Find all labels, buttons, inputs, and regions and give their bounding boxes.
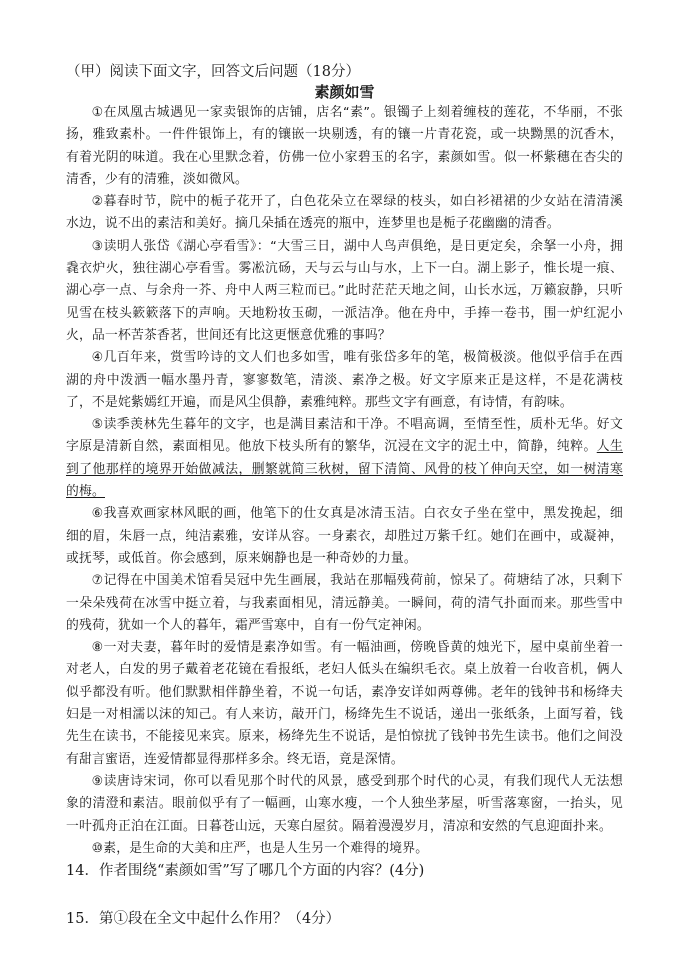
question-14: 14．作者围绕“素颜如雪”写了哪几个方面的内容？(4分) (66, 863, 425, 880)
paragraph-2: ②暮春时节，院中的栀子花开了，白色花朵立在翠绿的枝头，如白衫裙裙的少女站在清清溪水边，说不出的素洁和美好。摘几朵插在透亮的瓶中，连梦里也是栀子花幽幽的清香。 (66, 194, 623, 232)
article-body (66, 102, 623, 860)
paragraph-1: ①在凤凰古城遇见一家卖银饰的店铺，店名“素”。银镯子上刻着缠枝的莲花，不华丽，不张扬，雅致素朴。一件件银饰上，有的镶嵌一块剔透，有的镶一片青花瓷，或一块黝黑的沉香木，有着光阴的味道。我在心里默念着，仿佛一位小家碧玉的名字，素颜如雪。似一杯紫穗在杏尖的清香，少有的清雅，淡如微风。 (66, 105, 623, 187)
paragraph-8: ⑧一对夫妻，暮年时的爱情是素净如雪。有一幅油画，傍晚昏黄的烛光下，屋中桌前坐着一对老人，白发的男子戴着老花镜在看报纸，老妇人低头在编织毛衣。桌上放着一台收音机，俩人似乎都没有听。他们默默相伴静坐着，不说一句话，素净安详如两尊佛。老年的钱钟书和杨绛夫妇是一对相濡以沫的知己。有人来访，敲开门，杨绛先生不说话，递出一张纸条，上面写着，钱先生在读书，不能接见来宾。原来，杨绛先生不说话，是怕惊扰了钱钟书先生读书。他们之间没有甜言蜜语，连爱情都显得那样多余。终无语，竟是深情。 (66, 640, 623, 767)
paragraph-3: ③读明人张岱《湖心亭看雪》：“大雪三日，湖中人鸟声俱绝，是日更定矣，余拏一小舟，拥毳衣炉火，独往湖心亭看雪。雾凇沆砀，天与云与山与水，上下一白。湖上影子，惟长堤一痕、湖心亭一点、与余舟一芥、舟中人两三粒而已。”此时茫茫天地之间，山长水远，万籁寂静，只听见雪在枝头簌簌落下的声响。天地粉妆玉砌，一派洁净。他在舟中，手捧一卷书，围一炉红泥小火，品一杯苦茶香茗，世间还有比这更惬意优雅的事吗？ (66, 238, 623, 343)
underlined-sentence: 人生到了他那样的境界开始做减法，删繁就简三秋树，留下清简、风骨的枝丫伸向天空，如一树清寒的梅。 (66, 439, 623, 500)
article-title: 素颜如雪 (314, 83, 375, 101)
paragraph-9: ⑨读唐诗宋词，你可以看见那个时代的风景，感受到那个时代的心灵，有我们现代人无法想象的清澄和素洁。眼前似乎有了一幅画，山寒水瘦，一个人独坐茅屋，听雪落寒窗，一抬头，见一叶孤舟正泊在江面。日暮苍山远，天寒白屋贫。隔着漫漫岁月，清凉和安然的气息迎面扑来。 (66, 773, 623, 834)
paragraph-6: ⑥我喜欢画家林风眠的画，他笔下的仕女真是冰清玉洁。白衣女子坐在堂中，黑发挽起，细细的眉，朱唇一点，纯洁素雅，安详从容。一身素衣，却胜过万紫千红。她们在画中，或凝神，或抚琴，或低首。你会感到，原来娴静也是一种奇妙的力量。 (66, 506, 623, 566)
section-intro: （甲）阅读下面文字，回答文后问题（18分） (66, 64, 360, 80)
paragraph-4: ④几百年来，赏雪吟诗的文人们也多如雪，唯有张岱多年的笔，极简极淡。他似乎信手在西湖的舟中泼洒一幅水墨丹青，寥寥数笔，清淡、素净之极。好文字原来正是这样，不是花满枝了，不是姹紫嫣红开遍，而是风尘俱静，素雅纯粹。那些文字有画意，有诗情，有韵味。 (66, 350, 623, 410)
paragraph-7: ⑦记得在中国美术馆看吴冠中先生画展，我站在那幅残荷前，惊呆了。荷塘结了冰，只剩下一朵朵残荷在冰雪中挺立着，与我素面相见，清远静美。一瞬间，荷的清气扑面而来。那些雪中的残荷，犹如一个人的暮年，霜严雪寒中，自有一份气定神闲。 (66, 573, 623, 633)
paragraph-5-text: ⑤读季羡林先生暮年的文字，也是满目素洁和干净。不唱高调，至情至性，质朴无华。好文字原是清新自然，素面相见。他放下枝头所有的繁华，沉浸在文字的泥土中，简静，纯粹。 (66, 417, 623, 455)
question-15: 15．第①段在全文中起什么作用？（4分） (66, 911, 341, 928)
document-page (66, 52, 623, 929)
paragraph-5 (66, 414, 623, 503)
paragraph-10: ⑩素，是生命的大美和庄严，也是人生另一个难得的境界。 (91, 840, 429, 856)
